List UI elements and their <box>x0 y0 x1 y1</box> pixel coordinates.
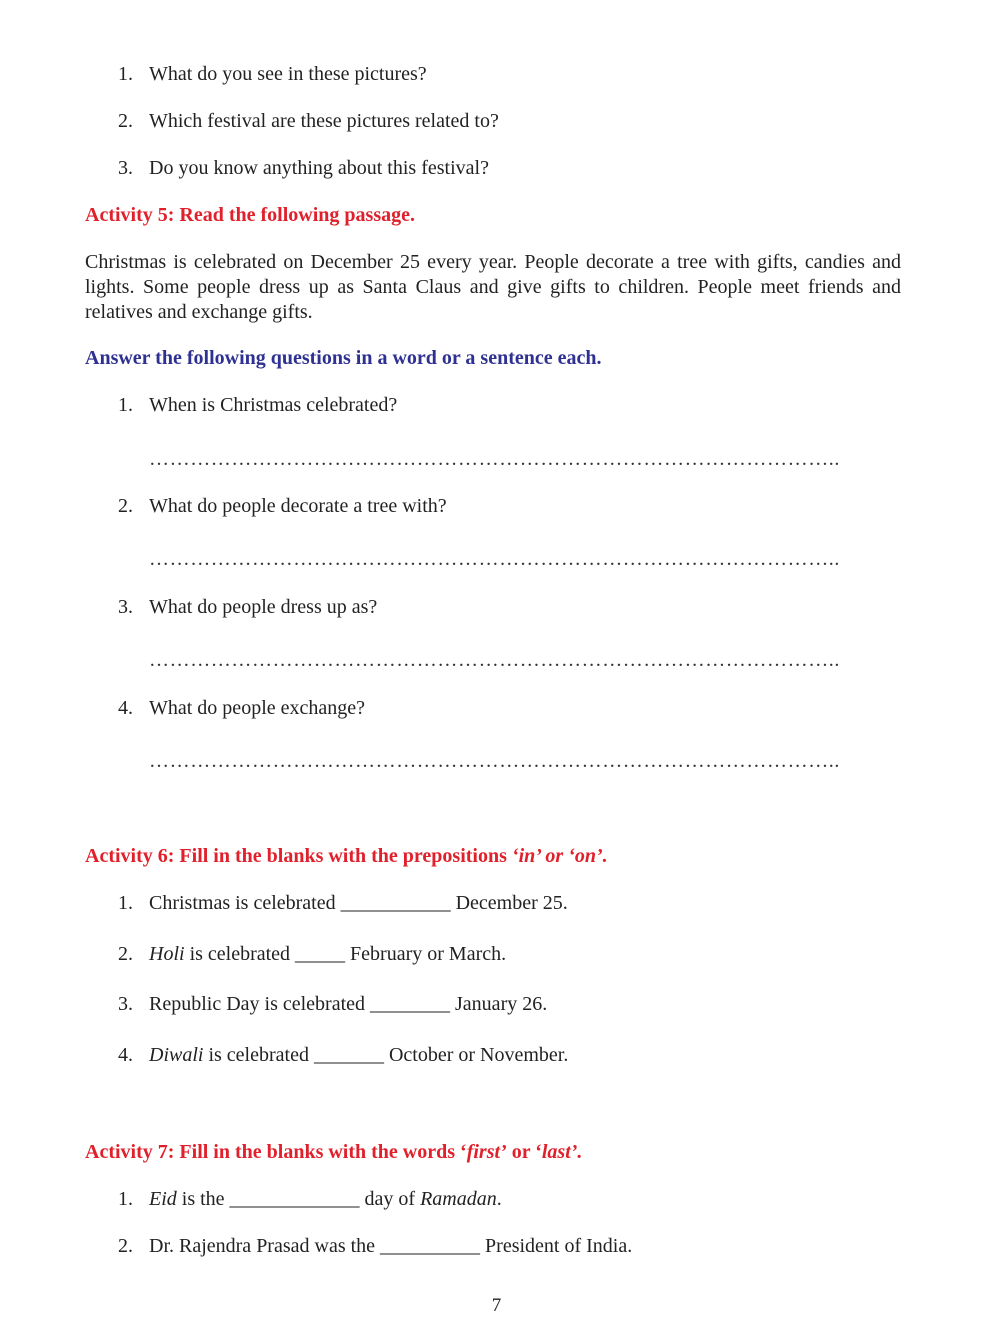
question-text: When is Christmas celebrated? <box>149 394 398 416</box>
heading-text: Activity 7: Fill in the blanks with the words ‘ <box>85 1141 467 1163</box>
question-text: Which festival are these pictures related to? <box>149 110 499 132</box>
sentence <box>149 1188 502 1211</box>
list-number: 1. <box>118 394 133 416</box>
sentence-text: is celebrated _____ February or March. <box>184 943 507 965</box>
sentence-end: . <box>496 1188 502 1210</box>
list-number: 3. <box>118 157 133 179</box>
question-text: What do people exchange? <box>149 697 366 719</box>
sentence <box>149 1044 568 1067</box>
list-number: 1. <box>118 892 133 914</box>
question-text: What do people decorate a tree with? <box>149 495 447 517</box>
word-first: first’ <box>466 1141 507 1163</box>
sentence-text: Christmas is celebrated ___________ December 25. <box>149 892 568 914</box>
page-number: 7 <box>491 1295 502 1316</box>
question-text: What do people dress up as? <box>149 596 378 618</box>
sentence-text: Republic Day is celebrated ________ January 26. <box>149 993 548 1015</box>
heading-prepositions: ‘in’ or ‘on’. <box>511 845 608 867</box>
festival-name: Diwali <box>149 1044 204 1066</box>
list-number: 1. <box>118 1188 133 1210</box>
list-number: 2. <box>118 1235 133 1257</box>
activity-7-heading <box>85 1141 582 1164</box>
sentence-text: Dr. Rajendra Prasad was the __________ President of India. <box>149 1235 633 1257</box>
activity-5-heading: Activity 5: Read the following passage. <box>85 204 415 226</box>
question-text: Do you know anything about this festival? <box>149 157 489 179</box>
list-number: 3. <box>118 993 133 1015</box>
list-number: 2. <box>118 495 133 517</box>
list-number: 2. <box>118 943 133 965</box>
heading-text: Activity 6: Fill in the blanks with the prepositions <box>85 845 512 867</box>
list-number: 3. <box>118 596 133 618</box>
list-number: 1. <box>118 63 133 85</box>
list-number: 4. <box>118 1044 133 1066</box>
answer-line: ……………………………………………………………………………………….. <box>149 548 840 570</box>
sentence-text: is the _____________ day of <box>176 1188 421 1210</box>
word-last: last’. <box>541 1141 583 1163</box>
list-number: 4. <box>118 697 133 719</box>
sentence <box>149 943 506 966</box>
festival-name: Eid <box>149 1188 177 1210</box>
activity-6-heading <box>85 845 608 868</box>
sentence-text: is celebrated _______ October or November. <box>203 1044 569 1066</box>
answer-line: ……………………………………………………………………………………….. <box>149 448 840 470</box>
passage: Christmas is celebrated on December 25 every year. People decorate a tree with gifts, candies and lights. Some people dress up as Santa Claus and give gifts to children. People meet friends and relatives and exchange gifts. <box>85 251 901 323</box>
answer-line: ……………………………………………………………………………………….. <box>149 649 840 671</box>
question-text: What do you see in these pictures? <box>149 63 427 85</box>
month-name: Ramadan <box>420 1188 497 1210</box>
festival-name: Holi <box>149 943 185 965</box>
heading-or: or ‘ <box>506 1141 542 1163</box>
activity-5-subheading: Answer the following questions in a word or a sentence each. <box>85 347 602 369</box>
answer-line: ……………………………………………………………………………………….. <box>149 750 840 772</box>
list-number: 2. <box>118 110 133 132</box>
